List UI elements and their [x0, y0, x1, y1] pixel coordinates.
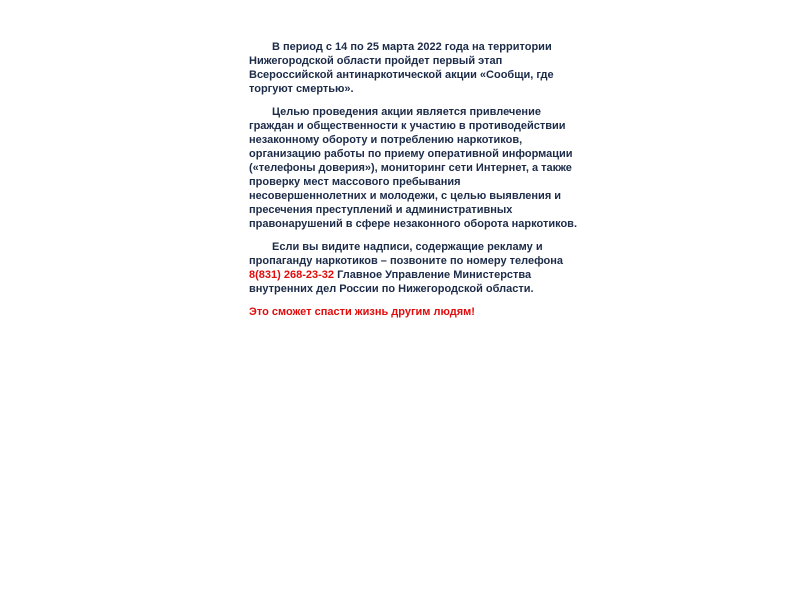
closing-appeal: Это сможет спасти жизнь другим людям!	[249, 306, 475, 318]
hotline-phone-number[interactable]: 8(831) 268-23-32	[249, 269, 335, 281]
report-instructions-intro: Если вы видите надписи, содержащие рекламу и пропаганду наркотиков – позвоните по номеру телефона	[249, 241, 564, 267]
report-instructions-outro: Главное Управление Министерства внутренних дел России по Нижегородской области.	[249, 269, 534, 295]
paragraph-campaign-goals: Целью проведения акции является привлечение граждан и общественности к участию в противодействии незаконному обороту и потреблению наркотиков, организацию работы по приему оперативной информации («телефоны доверия»), мониторинг сети Интернет, а также проверку мест массового пребывания несовершеннолетних и молодежи, с целью выявления и пресечения преступлений и административных правонарушений в сфере незаконного оборота наркотиков.	[249, 106, 578, 230]
article-body	[249, 40, 579, 328]
paragraph-report-instructions	[249, 240, 579, 296]
paragraph-campaign-dates: В период с 14 по 25 марта 2022 года на территории Нижегородской области пройдет первый этап Всероссийской антинаркотической акции «Сообщи, где торгуют смертью».	[249, 41, 554, 95]
